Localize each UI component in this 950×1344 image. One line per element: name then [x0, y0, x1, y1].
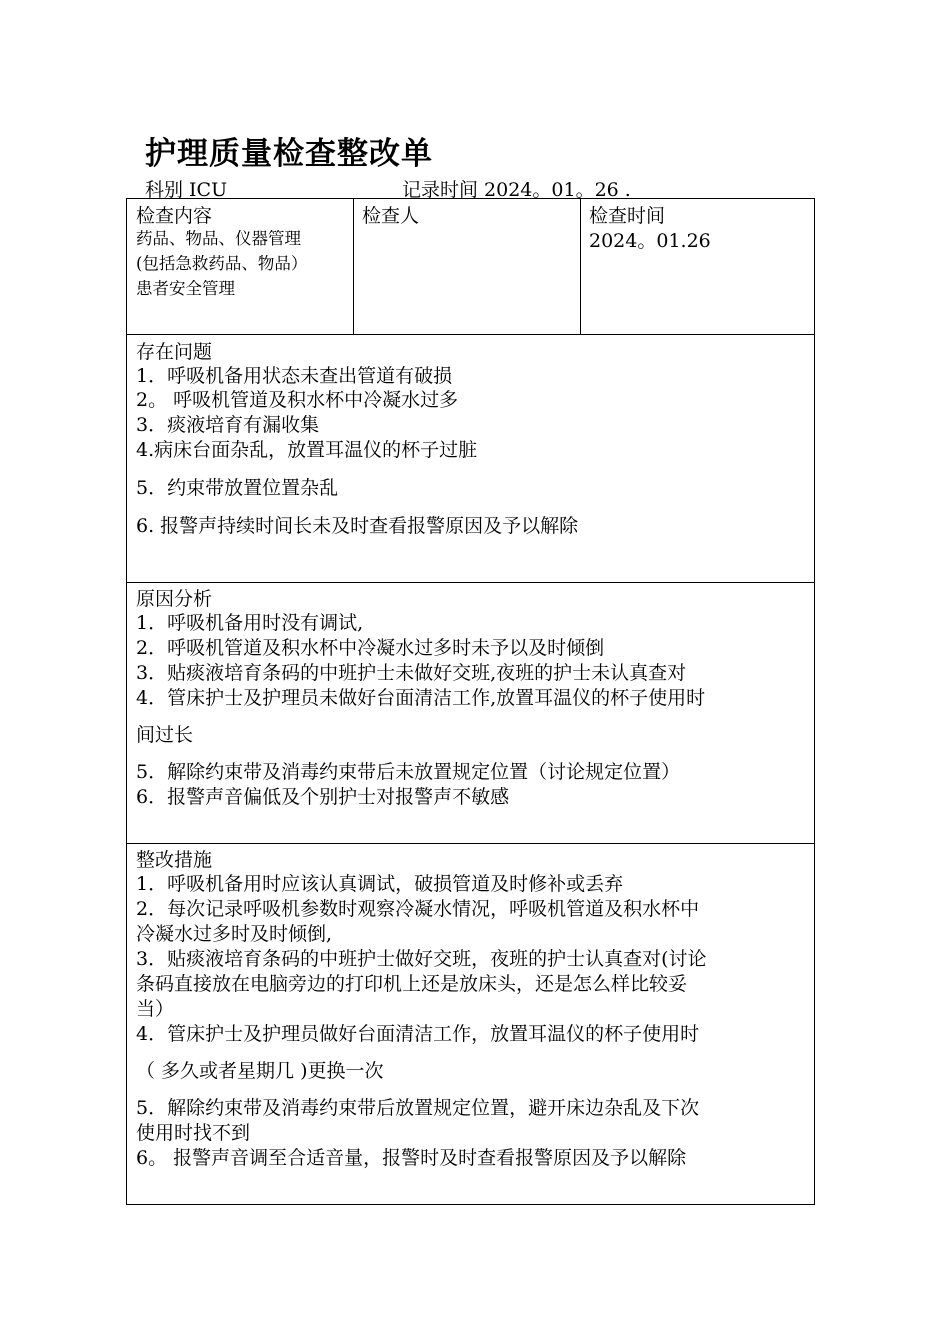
- cause-item: 4．管床护士及护理员未做好台面清洁工作,放置耳温仪的杯子使用时: [136, 687, 706, 709]
- measure-item: （ 多久或者星期几 )更换一次: [136, 1060, 384, 1082]
- cause-item: 1．呼吸机备用时没有调试,: [136, 612, 364, 634]
- inspector-label: 检查人: [362, 205, 420, 227]
- page-title: 护理质量检查整改单: [145, 136, 433, 172]
- measure-item: 条码直接放在电脑旁边的打印机上还是放床头，还是怎么样比较妥: [136, 973, 688, 995]
- measure-item: 1．呼吸机备用时应该认真调试，破损管道及时修补或丢弃: [136, 873, 624, 895]
- measure-item: 4．管床护士及护理员做好台面清洁工作，放置耳温仪的杯子使用时: [136, 1023, 700, 1045]
- measures-label: 整改措施: [136, 849, 213, 871]
- column-divider: [580, 198, 581, 335]
- row-divider: [126, 582, 815, 583]
- measure-item: 6。 报警声音调至合适音量，报警时及时查看报警原因及予以解除: [136, 1147, 687, 1169]
- problems-label: 存在问题: [136, 341, 213, 363]
- content-item: (包括急救药品、物品）: [136, 254, 308, 273]
- cause-item: 2．呼吸机管道及积水杯中冷凝水过多时未予以及时倾倒: [136, 637, 605, 659]
- cause-item: 6．报警声音偏低及个别护士对报警声不敏感: [136, 786, 510, 808]
- cause-item: 5．解除约束带及消毒约束带后未放置规定位置（讨论规定位置）: [136, 761, 681, 783]
- measure-item: 2．每次记录呼吸机参数时观察冷凝水情况，呼吸机管道及积水杯中: [136, 898, 700, 920]
- cause-item: 间过长: [136, 724, 194, 746]
- record-time-field: 记录时间 2024。01。26 .: [402, 179, 631, 201]
- inspection-time-label: 检查时间: [589, 205, 666, 227]
- row-divider: [126, 843, 815, 844]
- measure-item: 5．解除约束带及消毒约束带后放置规定位置，避开床边杂乱及下次: [136, 1097, 700, 1119]
- problem-item: 2。 呼吸机管道及积水杯中冷凝水过多: [136, 389, 459, 411]
- problem-item: 4.病床台面杂乱，放置耳温仪的杯子过脏: [136, 439, 478, 461]
- measure-item: 冷凝水过多时及时倾倒,: [136, 923, 333, 945]
- problem-item: 5．约束带放置位置杂乱: [136, 477, 339, 499]
- content-item: 药品、物品、仪器管理: [136, 229, 301, 248]
- column-divider: [353, 198, 354, 335]
- department-field: 科别 ICU: [145, 179, 228, 201]
- problem-item: 3．痰液培育有漏收集: [136, 414, 320, 436]
- inspection-time-value: 2024。01.26: [589, 230, 711, 252]
- row-divider: [126, 334, 815, 335]
- cause-item: 3．贴痰液培育条码的中班护士未做好交班,夜班的护士未认真查对: [136, 662, 687, 684]
- measure-item: 当）: [136, 998, 175, 1020]
- measure-item: 使用时找不到: [136, 1122, 251, 1144]
- content-label: 检查内容: [136, 205, 213, 227]
- causes-label: 原因分析: [136, 588, 213, 610]
- content-item: 患者安全管理: [136, 279, 235, 298]
- problem-item: 6. 报警声持续时间长未及时查看报警原因及予以解除: [136, 515, 579, 537]
- measure-item: 3．贴痰液培育条码的中班护士做好交班，夜班的护士认真查对(讨论: [136, 948, 707, 970]
- problem-item: 1．呼吸机备用状态未查出管道有破损: [136, 365, 453, 387]
